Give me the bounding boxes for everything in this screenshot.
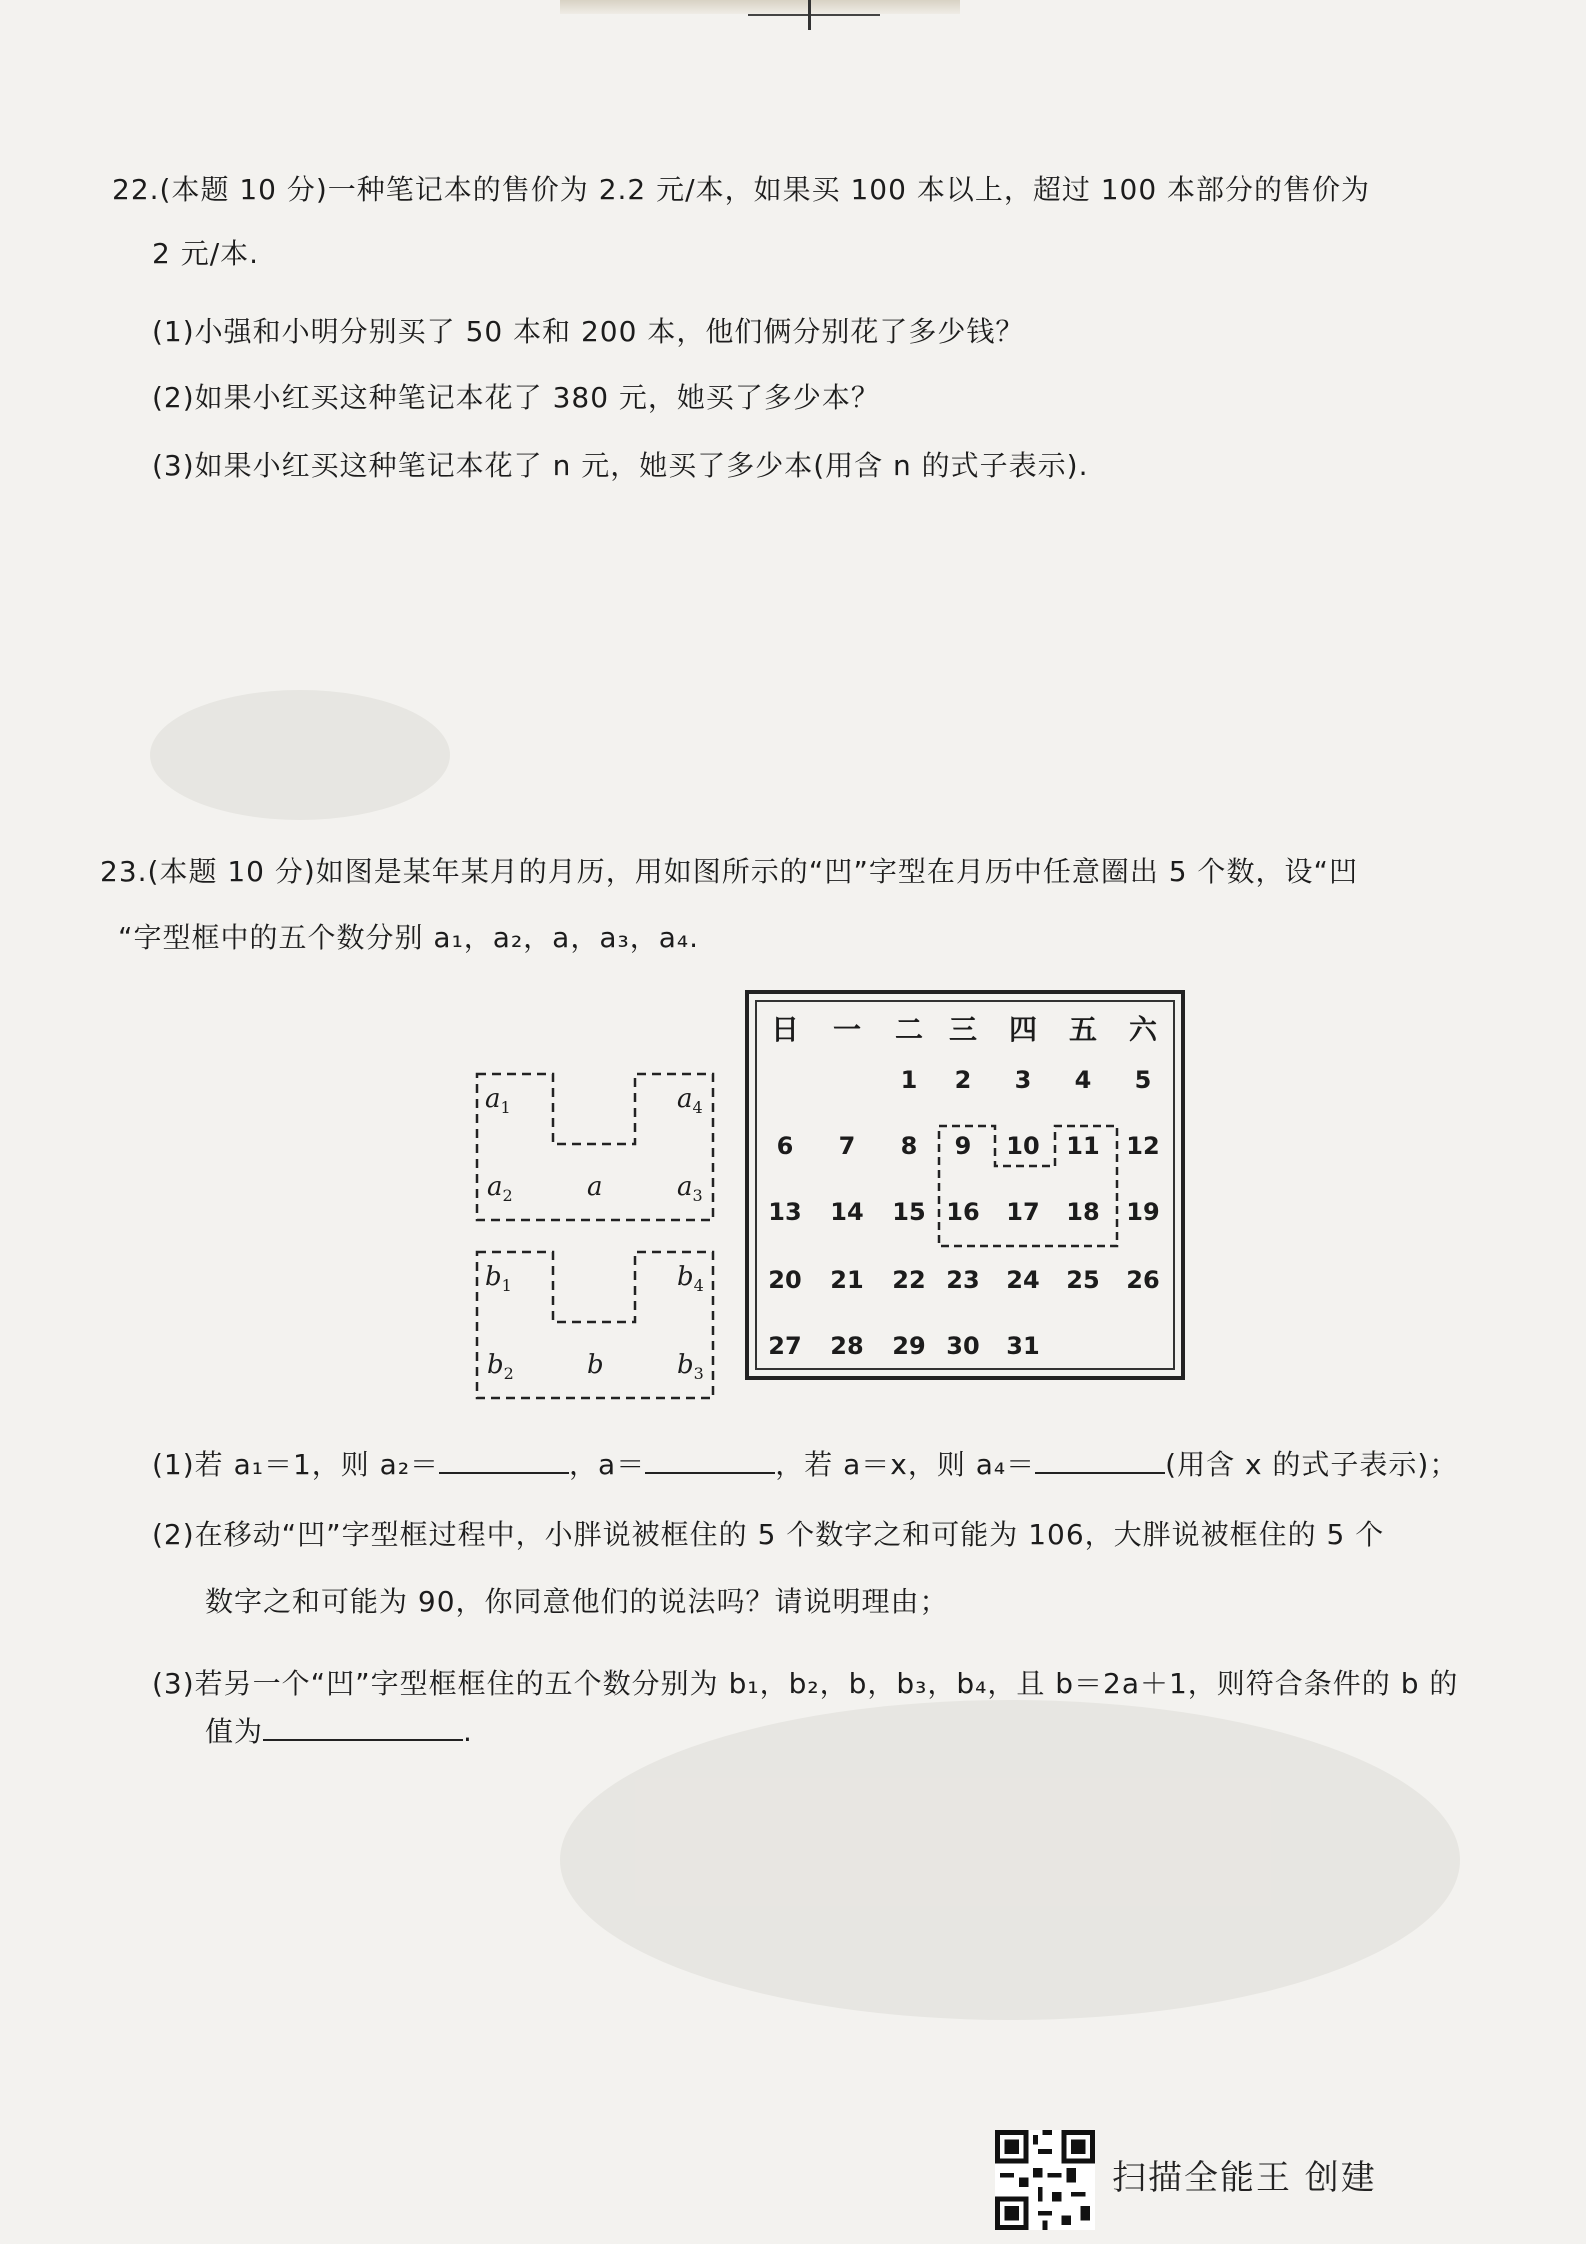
shape-b-label-tl: $b_1$ [485,1262,512,1296]
answer-blank-b[interactable] [263,1713,463,1741]
calendar-day-cell: 18 [1066,1198,1100,1226]
calendar-day-cell: 16 [946,1198,980,1226]
calendar-weekday-header: 日 [770,1013,799,1046]
calendar-day-cell: 7 [838,1132,856,1160]
calendar-day-cell: 12 [1126,1132,1160,1160]
q23-part3-text-c: . [463,1715,473,1748]
shape-b-diagram [475,1250,715,1400]
bleed-through-smudge [560,1700,1460,2020]
calendar-day-cell: 28 [830,1332,864,1360]
bleed-through-smudge [150,690,450,820]
calendar-day-cell: 8 [900,1132,918,1160]
q23-part1-text-c: ，若 a＝x，则 a₄＝ [775,1448,1036,1481]
calendar-day-cell: 2 [954,1066,972,1094]
q23-part3-line1: (3)若另一个“凹”字型框框住的五个数分别为 b₁，b₂，b，b₃，b₄，且 b＝2a＋1，则符合条件的 b 的 [152,1667,1459,1700]
q23-part2-line2: 数字之和可能为 90，你同意他们的说法吗？请说明理由； [205,1585,949,1618]
answer-blank-a[interactable] [645,1446,775,1474]
calendar-day-cell: 23 [946,1266,980,1294]
calendar-day-cell: 24 [1006,1266,1040,1294]
q22-stem-line1: 22.(本题 10 分)一种笔记本的售价为 2.2 元/本，如果买 100 本以上，超过 100 本部分的售价为 [112,173,1371,206]
shape-a-label-mid: a [587,1172,603,1202]
calendar-day-cell: 11 [1066,1132,1100,1160]
calendar-weekday-header: 四 [1008,1013,1037,1046]
calendar-day-cell: 31 [1006,1332,1040,1360]
page-fold [560,0,960,14]
shape-b-label-br: $b_3$ [677,1350,704,1384]
qr-code-icon [995,2130,1095,2230]
calendar-day-cell: 29 [892,1332,926,1360]
calendar-day-cell: 4 [1074,1066,1092,1094]
month-calendar [745,990,1185,1380]
calendar-day-cell: 27 [768,1332,802,1360]
q23-stem-line2: “字型框中的五个数分别 a₁，a₂，a，a₃，a₄. [118,921,699,954]
calendar-day-cell: 26 [1126,1266,1160,1294]
q23-part3-line2 [205,1710,473,1750]
calendar-day-cell: 21 [830,1266,864,1294]
shape-b-label-tr: $b_4$ [677,1262,704,1296]
calendar-day-cell: 14 [830,1198,864,1226]
calendar-day-cell: 22 [892,1266,926,1294]
top-tick [808,0,811,30]
shape-b-label-mid: b [587,1350,604,1380]
calendar-day-cell: 30 [946,1332,980,1360]
q23-stem-line1: 23.(本题 10 分)如图是某年某月的月历，用如图所示的“凹”字型在月历中任意圈出 5 个数，设“凹 [100,855,1358,888]
calendar-day-cell: 19 [1126,1198,1160,1226]
calendar-weekday-header: 五 [1068,1013,1097,1046]
q23-part3-text-a: 值为 [205,1715,264,1748]
scanner-watermark: 扫描全能王 创建 [1112,2158,1377,2198]
calendar-weekday-header: 六 [1128,1013,1157,1046]
q23-part1 [152,1443,1458,1483]
shape-a-label-bl: $a_2$ [487,1172,513,1206]
calendar-highlight-frame [749,994,1181,1376]
shape-a-label-tr: $a_4$ [677,1084,703,1118]
calendar-day-cell: 1 [900,1066,918,1094]
shape-a-label-br: $a_3$ [677,1172,703,1206]
answer-blank-a4[interactable] [1035,1446,1165,1474]
calendar-day-cell: 20 [768,1266,802,1294]
q22-part2: (2)如果小红买这种笔记本花了 380 元，她买了多少本？ [152,381,880,414]
calendar-weekday-header: 三 [948,1013,977,1046]
q22-part3: (3)如果小红买这种笔记本花了 n 元，她买了多少本(用含 n 的式子表示). [152,449,1089,482]
calendar-day-cell: 10 [1006,1132,1040,1160]
q23-part1-text-a: (1)若 a₁＝1，则 a₂＝ [152,1448,440,1481]
top-rule [748,14,880,16]
q23-part1-text-d: (用含 x 的式子表示)； [1165,1448,1459,1481]
calendar-day-cell: 9 [954,1132,972,1160]
q22-part1: (1)小强和小明分别买了 50 本和 200 本，他们俩分别花了多少钱？ [152,315,1025,348]
answer-blank-a2[interactable] [439,1446,569,1474]
shape-b-label-bl: $b_2$ [487,1350,514,1384]
shape-a-label-tl: $a_1$ [485,1084,511,1118]
calendar-day-cell: 6 [776,1132,794,1160]
calendar-day-cell: 17 [1006,1198,1040,1226]
q23-part1-text-b: ，a＝ [569,1448,646,1481]
calendar-day-cell: 3 [1014,1066,1032,1094]
calendar-weekday-header: 一 [832,1013,861,1046]
calendar-day-cell: 25 [1066,1266,1100,1294]
calendar-day-cell: 5 [1134,1066,1152,1094]
q23-part2-line1: (2)在移动“凹”字型框过程中，小胖说被框住的 5 个数字之和可能为 106，大胖说被框住的 5 个 [152,1518,1385,1551]
calendar-day-cell: 13 [768,1198,802,1226]
q22-stem-line2: 2 元/本. [152,237,260,270]
shape-a-diagram [475,1072,715,1222]
calendar-day-cell: 15 [892,1198,926,1226]
calendar-weekday-header: 二 [894,1013,923,1046]
